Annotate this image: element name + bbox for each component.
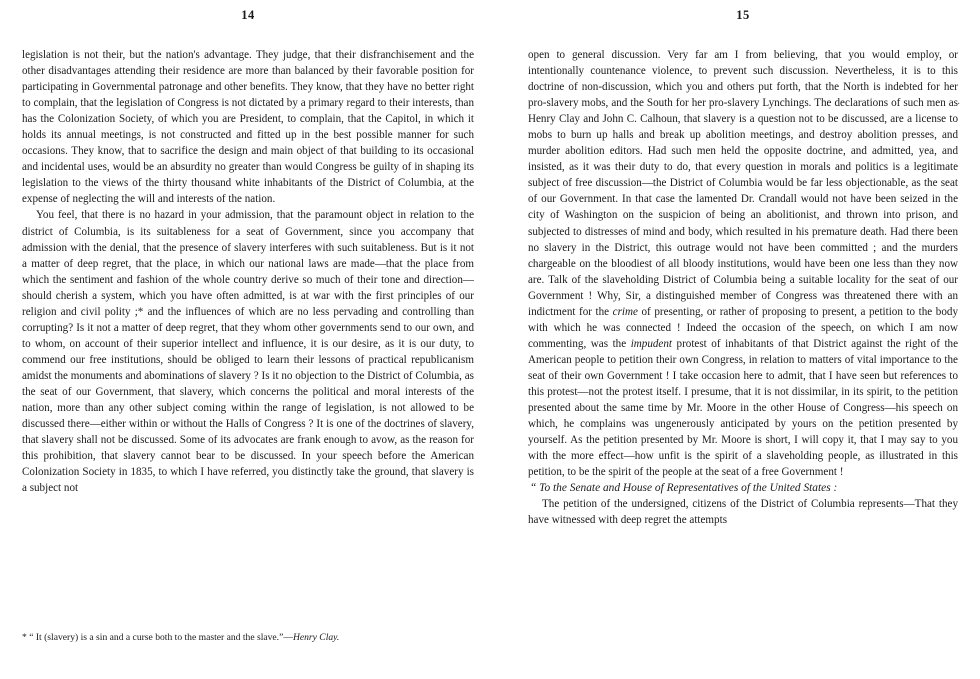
right-text-part-2: of presenting, or rather of proposing to present, a petition to the body with which he was connected ! Indeed the occasion of the speech, on which I am now commenting, was the	[528, 305, 958, 350]
emphasis-impudent: impudent	[630, 337, 672, 350]
left-page	[22, 0, 474, 679]
page-number-left: 14	[241, 8, 255, 22]
footnote-divider	[22, 622, 102, 624]
footnote-text: * “ It (slavery) is a sin and a curse both to the master and the slave.”—	[22, 632, 293, 643]
footnote	[22, 630, 474, 645]
right-body-text	[528, 47, 961, 528]
left-paragraph-2: You feel, that there is no hazard in your admission, that the paramount object in relation to the district of Columbia, is its suitableness for a seat of Government, since you accompany that admission with the denial, that the presence of slavery interferes with such suitableness. But is it not a matter of deep regret, that the place, in which our national laws are made—that the place from which the sentiment and fashion of the whole country derive so much of their tone and direction—should cherish a system, which you have often admitted, is at war with the first principles of our religion and civil polity ;* and the influences of which are no less pervading and controlling than corrupting? Is it not a matter of deep regret, that they whom other governments send to our own, and to whom, on account of their superior intellect and influence, it is our desire, as it is our duty, to commend our free institutions, should be obliged to learn their lessons of practical republicanism amidst the monuments and abominations of slavery ? Is it no objection to the District of Columbia, as the seat of our Government, that slavery, which concerns the political and moral interests of the nation, more than any other subject coming within the range of legislation, is not allowed to be discussed there—either within or without the Halls of Congress ? It is one of the doctrines of slavery, that slavery shall not be discussed. Some of its advocates are frank enough to avow, as the reason for this prohibition, that slavery cannot bear to be discussed. In your speech before the American Colonization Society in 1835, to which I have referred, you distinctly take the ground, that slavery is a subject not	[22, 209, 474, 495]
right-paragraph-1	[528, 47, 961, 480]
footnote-author: Henry Clay.	[292, 632, 340, 643]
petition-body: The petition of the undersigned, citizens of the District of Columbia represents—That they have witnessed with deep regret the attempts	[528, 498, 958, 527]
right-text-part-3: protest of inhabitants of that District against the right of the American people to petition their own Congress, in relation to matters of vital importance to the seat of their own Government ! I take occasion here to admit, that I have seen but references to this protest—not the protest itself. I presume, that it is not dissimilar, in its spirit, to the petition presented about the same time by Mr. Moore in the other House of Congress—his speech on which, he complains was ungenerously anticipated by yours on the petition presented by yourself. As the petition presented by Mr. Moore is short, I will copy it, that I may say to you with the more effect—how unfit is the spirit of a slaveholding people, as illustrated in this petition, to be the spirit of the people at the seat of a free Government !	[528, 337, 959, 479]
left-paragraph-1: legislation is not their, but the nation's advantage. They judge, that their disfranchisement and the other disadvantages attending their residence are more than balanced by their favorable position for participating in Governmental patronage and other benefits. They know, that they have no better right to complain, that the legislation of Congress is not dictated by a primary regard to their interests, than has the Colonization Society, of which you are President, to complain, that the Capitol, in which it holds its annual meetings, is not constructed and fitted up in the best possible manner for such occasions. They know, that to sacrifice the design and main object of that building to its occasional and incidental uses, would be an absurdity no greater than would Congress be guilty of in shaping its legislation to the views of the thirty thousand white inhabitants of the District of Columbia, at the expense of neglecting the will and interests of the nation.	[22, 49, 474, 206]
emphasis-crime: crime	[612, 305, 638, 318]
page-number-right: 15	[736, 8, 750, 22]
left-body-text	[22, 47, 474, 496]
petition-title: “ To the Senate and House of Representatives of the United States :	[530, 482, 838, 495]
right-text-part-1: open to general discussion. Very far am I from believing, that you would employ, or intentionally countenance violence, to prevent such discussion. Nevertheless, it is to this doctrine of non-discussion, which you and others put forth, that the North is indebted for her pro-slavery mobs, and the South for her pro-slavery Lynchings. The declarations of such men as Henry Clay and John C. Calhoun, that slavery is a question not to be discussed, are a license to mobs to burn up halls and break up abolition meetings, and destroy abolition presses, and murder abolition editors. Had such men held the opposite doctrine, and admitted, yea, and insisted, as it was their duty to do, that every question in morals and politics is a legitimate subject of free discussion—the District of Columbia would be far less objectionable, as the seat of our Government. In that case the lamented Dr. Crandall would not have been seized in the city of Washington on the suspicion of being an abolitionist, and thrown into prison, and subjected to distresses of mind and body, which resulted in his premature death. Had there been no slavery in the District, this outrage would not have been committed ; and the murders chargeable on the bloodiest of all bloody institutions, would have been one less than they now are. Talk of the slaveholding District of Columbia being a suitable locality for the seat of our Government ! Why, Sir, a distinguished member of Congress was threatened there with an indictment for the	[528, 49, 958, 318]
margin-dot: ·	[957, 99, 961, 110]
right-page	[528, 0, 961, 679]
